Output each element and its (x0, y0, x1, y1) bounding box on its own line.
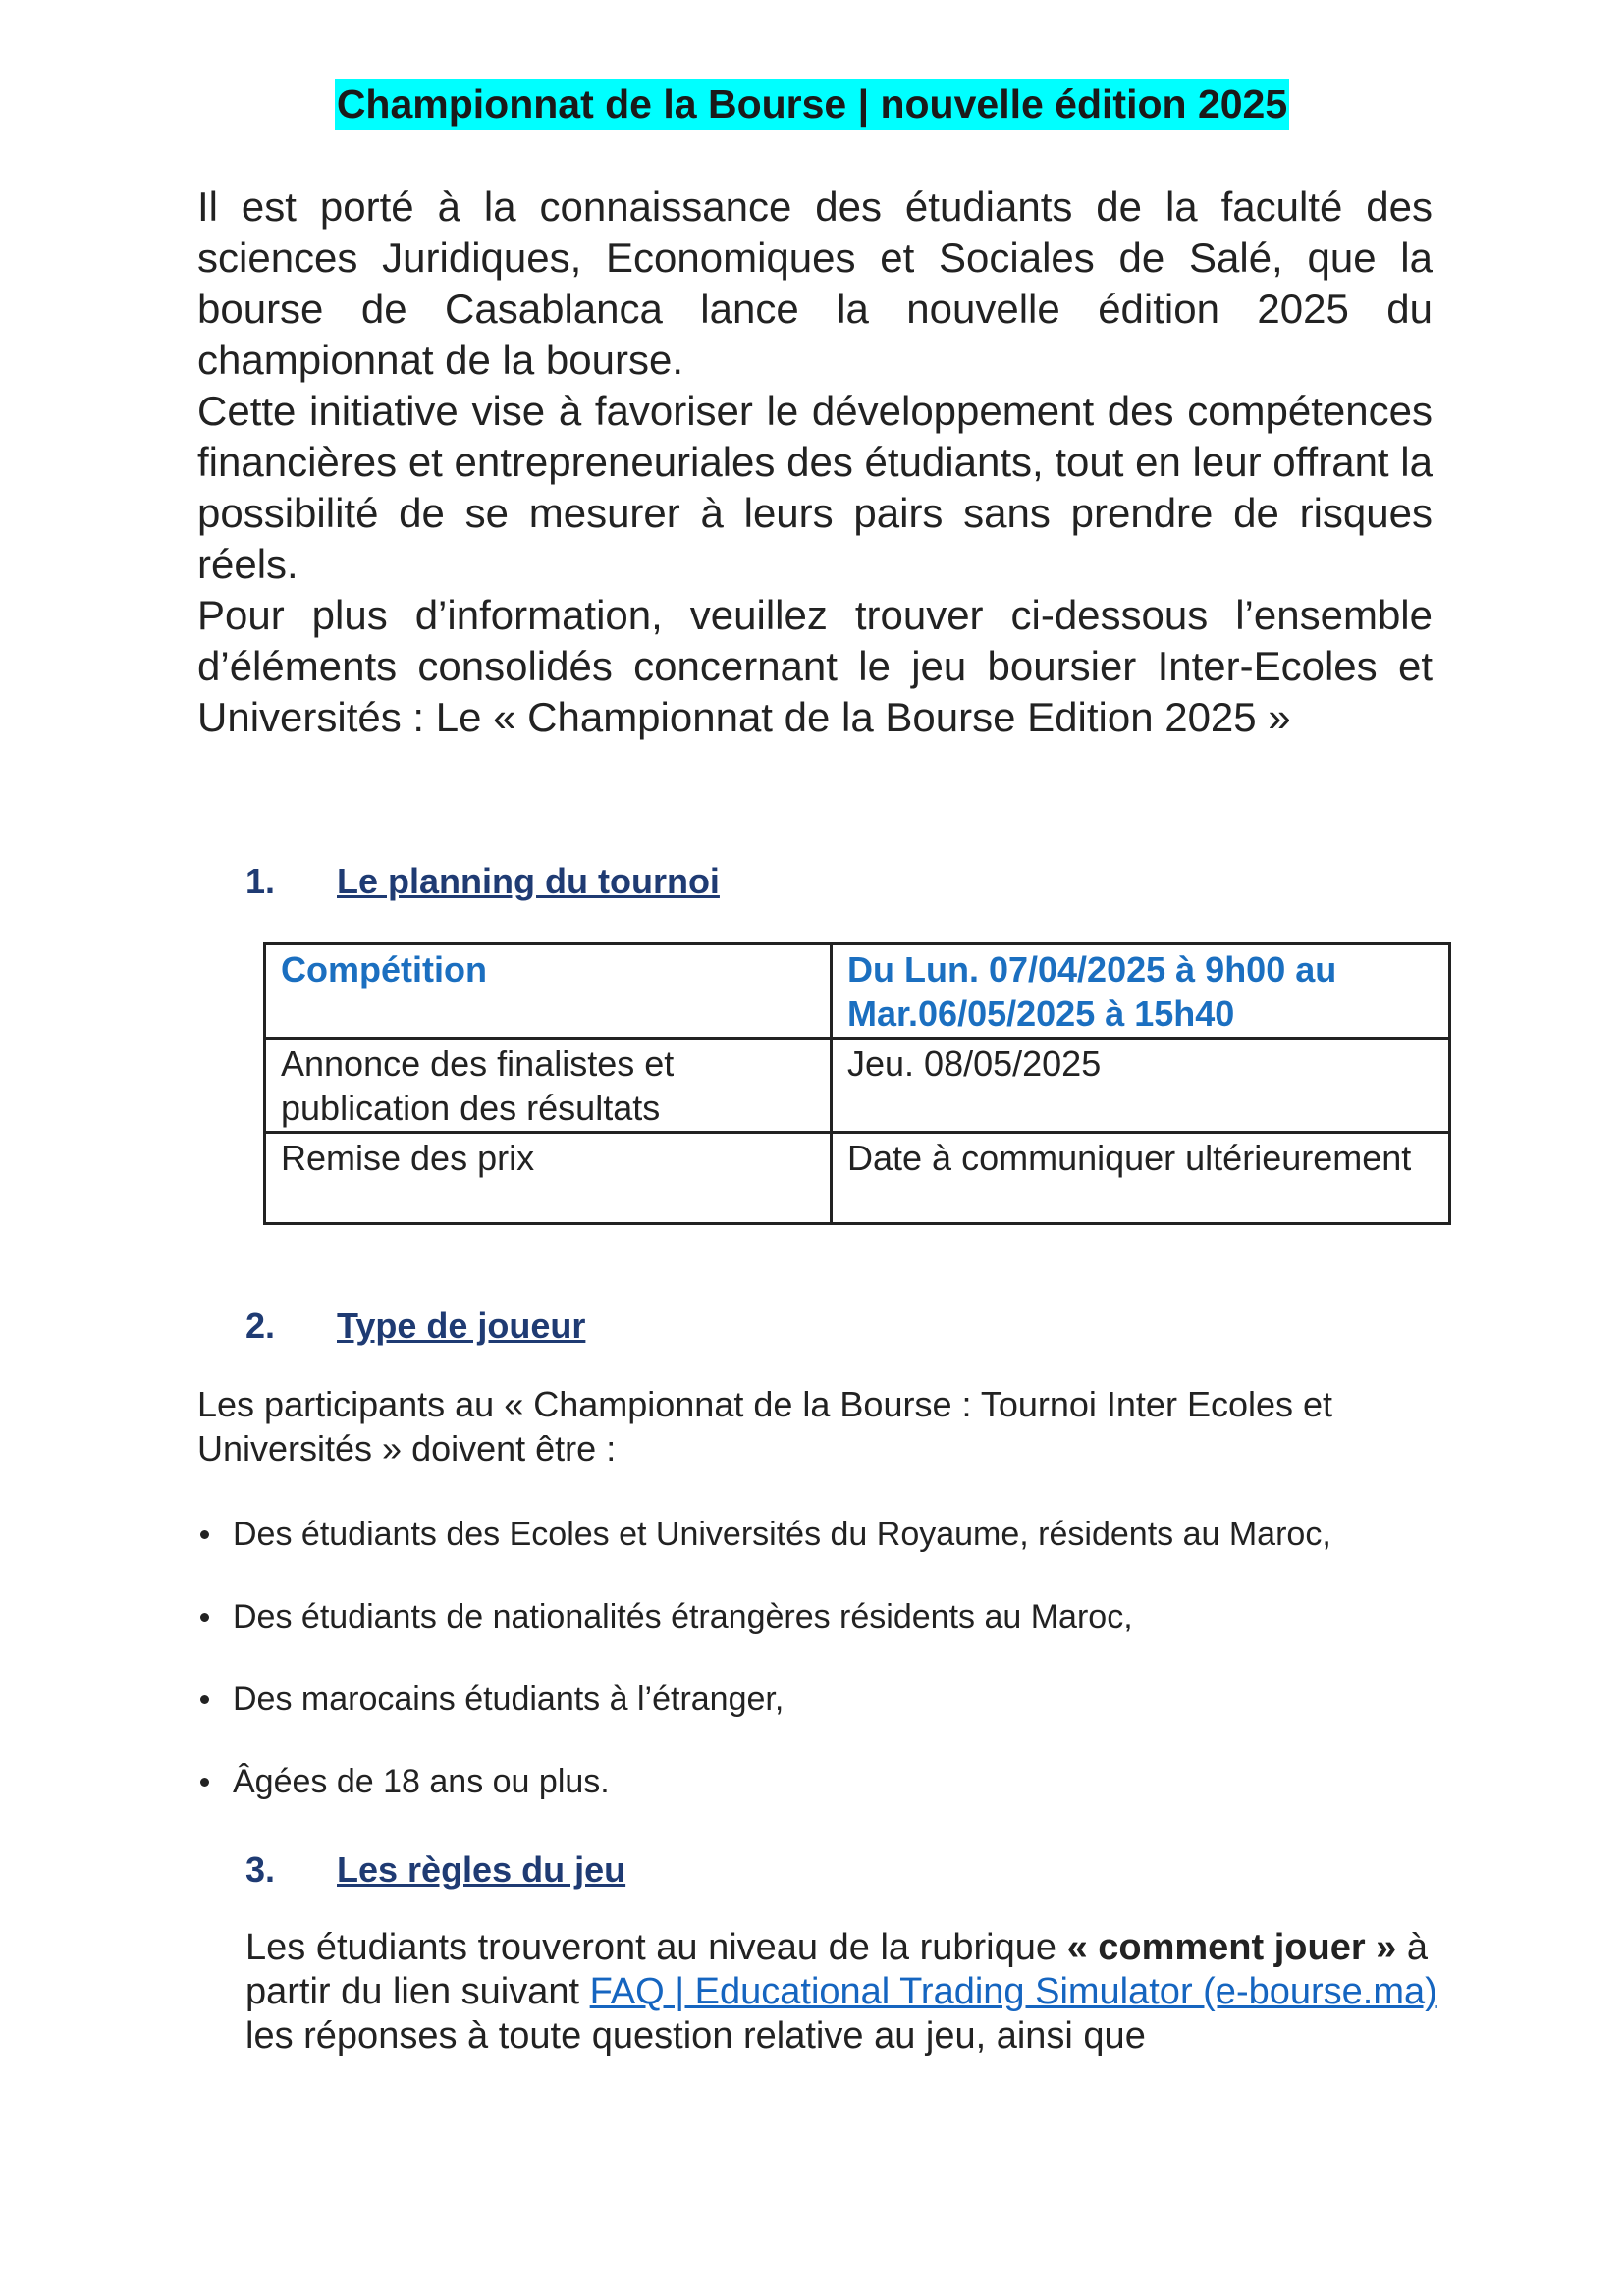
table-cell: Date à communiquer ultérieurement (832, 1133, 1450, 1224)
players-intro: Les participants au « Championnat de la Bourse : Tournoi Inter Ecoles et Universités » doivent être : (197, 1384, 1333, 1468)
table-row (265, 944, 1450, 1039)
table-cell: Annonce des finalistes et publication des résultats (265, 1039, 832, 1133)
section-label: Les règles du jeu (337, 1849, 626, 1890)
table-cell: Remise des prix (265, 1133, 832, 1224)
planning-table (263, 942, 1451, 1225)
list-item (197, 1761, 1474, 1843)
bullet-icon (200, 1695, 209, 1704)
list-item-text: Des marocains étudiants à l’étranger, (233, 1681, 785, 1718)
list-item (197, 1679, 1474, 1761)
faq-link[interactable]: FAQ | Educational Trading Simulator (e-bourse.ma) (589, 1971, 1437, 2012)
section-number: 1. (245, 861, 276, 901)
rules-paragraph (245, 1926, 1443, 2058)
rules-bold-text: « comment jouer » (1066, 1927, 1397, 1968)
table-cell: Du Lun. 07/04/2025 à 9h00 au Mar.06/05/2025 à 15h40 (832, 944, 1450, 1039)
rules-text-before: Les étudiants trouveront au niveau de la rubrique (245, 1927, 1067, 1968)
intro-paragraph-2: Cette initiative vise à favoriser le développement des compétences financières et entrepreneuriales des étudiants, tout en leur offrant la possibilité de se mesurer à leurs pairs sans prendre de risques réels. (197, 388, 1433, 587)
section-number: 3. (245, 1849, 276, 1890)
table-row (265, 1133, 1450, 1224)
bullet-icon (200, 1778, 209, 1787)
table-cell: Compétition (265, 944, 832, 1039)
rules-text-mid: à partir du lien suivant (245, 1927, 1429, 2012)
list-item-text: Des étudiants des Ecoles et Universités du Royaume, résidents au Maroc, (233, 1516, 1331, 1553)
section-label: Type de joueur (337, 1306, 586, 1346)
intro-paragraph-3: Pour plus d’information, veuillez trouver ci-dessous l’ensemble d’éléments consolidés concernant le jeu boursier Inter-Ecoles et Universités : Le « Championnat de la Bourse Edition 2025 » (197, 592, 1433, 740)
list-item (197, 1514, 1474, 1596)
list-item (197, 1596, 1474, 1679)
table-cell: Jeu. 08/05/2025 (832, 1039, 1450, 1133)
section-label: Le planning du tournoi (337, 861, 720, 901)
page-title: Championnat de la Bourse | nouvelle édition 2025 (335, 79, 1289, 130)
bullet-icon (200, 1530, 209, 1539)
title-wrap (0, 79, 1624, 130)
rules-text-after: les réponses à toute question relative au jeu, ainsi que (245, 2015, 1146, 2056)
table-row (265, 1039, 1450, 1133)
list-item-text: Âgées de 18 ans ou plus. (233, 1763, 610, 1800)
intro-paragraph-1: Il est porté à la connaissance des étudiants de la faculté des sciences Juridiques, Economiques et Sociales de Salé, que la bourse de Casablanca lance la nouvelle édition 2025 du championnat de la bourse. (197, 184, 1433, 383)
players-list (197, 1514, 1474, 1843)
section-number: 2. (245, 1306, 276, 1346)
bullet-icon (200, 1613, 209, 1622)
intro-text (197, 182, 1433, 743)
list-item-text: Des étudiants de nationalités étrangères résidents au Maroc, (233, 1598, 1133, 1635)
